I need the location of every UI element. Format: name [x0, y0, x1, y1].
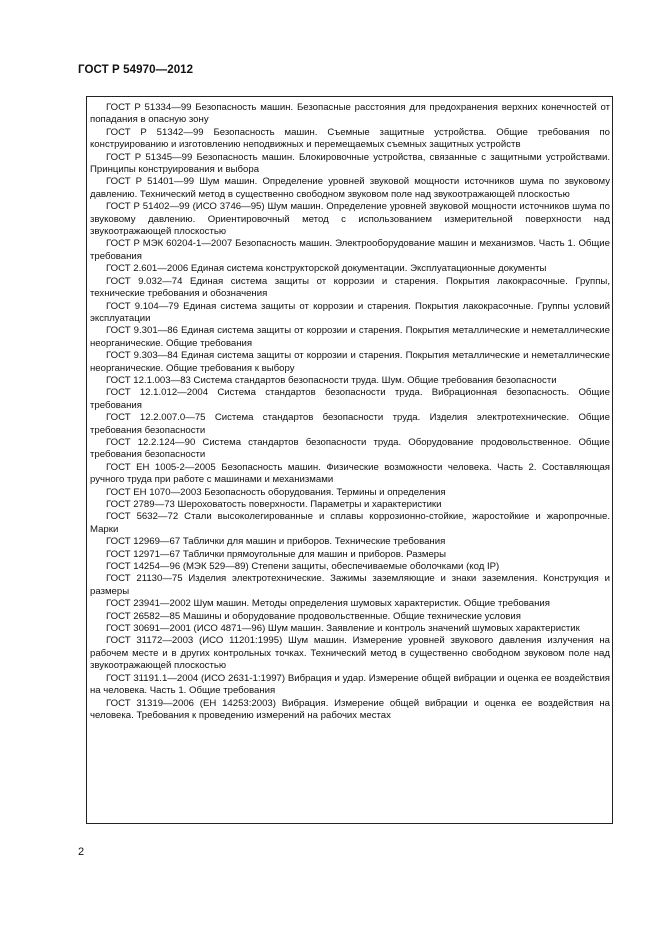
standard-entry: ГОСТ 5632—72 Стали высоколегированные и сплавы коррозионно-стойкие, жаростойкие и жаропрочные. Марки	[90, 511, 610, 535]
standard-entry: ГОСТ 2789—73 Шероховатость поверхности. Параметры и характеристики	[106, 499, 442, 510]
standard-entry: ГОСТ 21130—75 Изделия электротехнические. Зажимы заземляющие и знаки заземления. Конструкция и размеры	[90, 573, 610, 597]
document-header: ГОСТ Р 54970—2012	[78, 64, 194, 76]
standard-entry: ГОСТ Р 51401—99 Шум машин. Определение уровней звуковой мощности источников шума по звуковому давлению. Технический метод в существенно свободном звуковом поле над звукоотражающей плоскостью	[90, 176, 610, 200]
standard-entry: ГОСТ 12.2.124—90 Система стандартов безопасности труда. Оборудование продовольственное. Общие требования безопасности	[90, 436, 610, 461]
standard-entry: ГОСТ Р 51402—99 (ИСО 3746—95) Шум машин. Определение уровней звуковой мощности источников шума по звуковому давлению. Ориентировочный метод с использованием измерительной поверхности над звукоотражающей плоскостью	[90, 201, 610, 238]
standard-entry: ГОСТ 2.601—2006 Единая система конструкторской документации. Эксплуатационные документы	[106, 263, 547, 275]
standard-entry: ГОСТ 12.2.007.0—75 Система стандартов безопасности труда. Изделия электротехнические. Общие требования безопасности	[90, 412, 610, 436]
standard-entry: ГОСТ 23941—2002 Шум машин. Методы определения шумовых характеристик. Общие требования	[106, 598, 550, 610]
standard-entry: ГОСТ Р 51342—99 Безопасность машин. Съемные защитные устройства. Общие требования по конструированию и изготовлению неподвижных и перемещаемых съемных защитных устройств	[90, 126, 610, 151]
standard-entry: ГОСТ 9.104—79 Единая система защиты от коррозии и старения. Покрытия лакокрасочные. Группы условий эксплуатации	[90, 300, 610, 324]
standard-entry: ГОСТ 14254—96 (МЭК 529—89) Степени защиты, обеспечиваемые оболочками (код IP)	[106, 561, 500, 573]
standard-entry: ГОСТ 9.032—74 Единая система защиты от коррозии и старения. Покрытия лакокрасочные. Группы, технические требования и обозначения	[90, 275, 610, 300]
standard-entry: ГОСТ ЕН 1005-2—2005 Безопасность машин. Физические возможности человека. Часть 2. Составляющая ручного труда при работе с машинами и механизмами	[90, 461, 610, 486]
standard-entry: ГОСТ 31172—2003 (ИСО 11201:1995) Шум машин. Измерение уровней звукового давления излучения на рабочем месте и в других контрольных точках. Технический метод в существенно свободном звуковом поле над звукоотражающей плоскостью	[90, 635, 610, 672]
standard-entry: ГОСТ Р МЭК 60204-1—2007 Безопасность машин. Электрооборудование машин и механизмов. Часть 1. Общие требования	[90, 238, 610, 262]
standard-entry: ГОСТ 9.303—84 Единая система защиты от коррозии и старения. Покрытия металлические и неметаллические неорганические. Общие требования к выбору	[90, 350, 610, 374]
standard-entry: ГОСТ 12971—67 Таблички прямоугольные для машин и приборов. Размеры	[106, 548, 447, 560]
standard-entry: ГОСТ 30691—2001 (ИСО 4871—96) Шум машин. Заявление и контроль значений шумовых характеристик	[106, 623, 580, 635]
standard-entry: ГОСТ 12969—67 Таблички для машин и приборов. Технические требования	[106, 536, 446, 548]
page-number: 2	[78, 846, 85, 858]
standard-entry: ГОСТ Р 51334—99 Безопасность машин. Безопасные расстояния для предохранения верхних конечностей от попадания в опасную зону	[90, 102, 610, 126]
standard-entry: ГОСТ 12.1.003—83 Система стандартов безопасности труда. Шум. Общие требования безопасности	[106, 374, 557, 386]
standard-entry: ГОСТ 31191.1—2004 (ИСО 2631-1:1997) Вибрация и удар. Измерение общей вибрации и оценка ее воздействия на человека. Часть 1. Общие требования	[90, 672, 610, 697]
standard-entry: ГОСТ 26582—85 Машины и оборудование продовольственные. Общие технические условия	[106, 610, 521, 622]
standards-list	[90, 102, 610, 722]
standard-entry: ГОСТ 9.301—86 Единая система защиты от коррозии и старения. Покрытия металлические и неметаллические неорганические. Общие требования	[90, 325, 610, 349]
standard-entry: ГОСТ 12.1.012—2004 Система стандартов безопасности труда. Вибрационная безопасность. Общие требования	[90, 387, 610, 411]
standard-entry: ГОСТ Р 51345—99 Безопасность машин. Блокировочные устройства, связанные с защитными устройствами. Принципы конструирования и выбора	[90, 151, 610, 176]
standard-entry: ГОСТ ЕН 1070—2003 Безопасность оборудования. Термины и определения	[106, 486, 446, 498]
standard-entry: ГОСТ 31319—2006 (ЕН 14253:2003) Вибрация. Измерение общей вибрации и оценка ее воздействия на человека. Требования к проведению измерений на рабочих местах	[90, 697, 610, 721]
